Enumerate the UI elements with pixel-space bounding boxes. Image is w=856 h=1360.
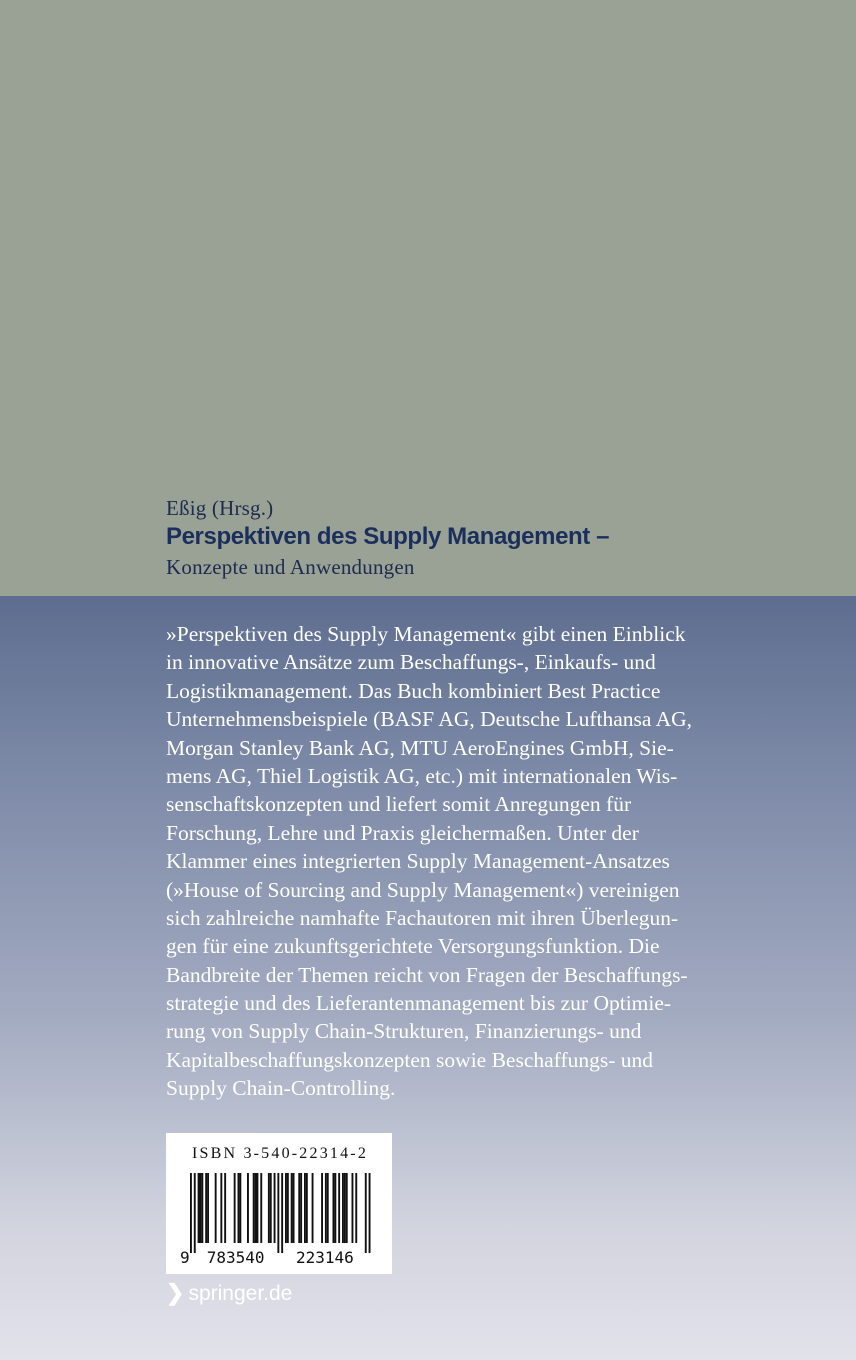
description-line: Bandbreite der Themen reicht von Fragen der Beschaffungs- [166,962,688,987]
barcode-bar [344,1173,346,1243]
barcode-bar [327,1173,329,1243]
chevron-right-icon: ❯ [166,1280,185,1305]
description-line: Kapitalbeschaffungskonzepten sowie Beschaffungs- und [166,1047,654,1072]
barcode-bar [321,1173,323,1243]
barcode-bar [260,1173,262,1243]
description-line: in innovative Ansätze zum Beschaffungs-, Einkaufs- und [166,650,656,675]
barcode-bar [342,1173,344,1243]
barcode-bar [287,1173,289,1243]
publisher-link[interactable] [166,1280,292,1306]
barcode-bar [365,1173,367,1253]
description-line: (»House of Sourcing and Supply Management«) vereinigen [166,877,680,902]
description-line: strategie und des Lieferantenmanagement bis zur Optimie- [166,991,672,1016]
barcode-bar [346,1173,348,1243]
barcode-bar [277,1173,279,1253]
top-panel [0,0,856,596]
barcode-bar [274,1173,276,1243]
barcode-bar [306,1173,308,1243]
barcode-bar [355,1173,357,1243]
barcode-bar [207,1173,209,1243]
description-line: rung von Supply Chain-Strukturen, Finanzierungs- und [166,1019,642,1044]
description-line: gen für eine zukunftsgerichtete Versorgungsfunktion. Die [166,934,660,959]
description-line: Logistikmanagement. Das Buch kombiniert Best Practice [166,678,661,703]
barcode-bar [281,1173,283,1253]
title-block [166,494,826,582]
description-line: mens AG, Thiel Logistik AG, etc.) mit internationalen Wis- [166,763,678,788]
barcode-digits: 9 [180,1248,190,1267]
book-title: Perspektiven des Supply Management – [166,523,610,550]
barcode-bar [300,1173,302,1243]
barcode-bar [200,1173,202,1243]
description-line: senschaftskonzepten und liefert somit Anregungen für [166,792,632,817]
description-line: »Perspektiven des Supply Management« gibt einen Einblick [166,622,686,646]
editor-name: Eßig (Hrsg.) [166,496,274,520]
barcode-bar [247,1173,249,1243]
barcode-bar [304,1173,306,1243]
barcode-bar [255,1173,257,1243]
barcode [176,1173,382,1269]
barcode-bar [238,1173,240,1243]
barcode-bar [215,1173,217,1243]
barcode-bar [205,1173,207,1243]
barcode-bar [190,1173,192,1253]
barcode-bar [298,1173,300,1243]
barcode-bar [338,1173,340,1243]
barcode-bar [201,1173,203,1243]
barcode-bar [312,1173,314,1243]
barcode-bar [198,1173,200,1243]
publisher-link-text: springer.de [188,1282,293,1305]
barcode-bar [220,1173,222,1243]
barcode-bar [253,1173,255,1243]
barcode-bar [268,1173,270,1243]
barcode-bar [333,1173,335,1243]
book-subtitle: Konzepte und Anwendungen [166,555,415,579]
barcode-bar [257,1173,259,1243]
description-line: Morgan Stanley Bank AG, MTU AeroEngines GmbH, Sie- [166,735,674,760]
isbn-box [166,1133,392,1274]
description-text [166,620,806,1103]
barcode-bar [194,1173,196,1253]
barcode-bar [270,1173,272,1243]
description-line: Supply Chain-Controlling. [166,1076,396,1101]
description-line: sich zahlreiche namhafte Fachautoren mit ihren Überlegun- [166,905,679,930]
barcode-bar [369,1173,371,1253]
barcode-bar [285,1173,287,1243]
barcode-bar [325,1173,327,1243]
barcode-bar [334,1173,336,1243]
barcode-bar [234,1173,236,1243]
barcode-digits: 223146 [296,1248,354,1267]
description-line: Forschung, Lehre und Praxis gleichermaßen. Unter der [166,820,639,845]
isbn-label: ISBN 3-540-22314-2 [192,1145,369,1162]
description-line: Unternehmensbeispiele (BASF AG, Deutsche Lufthansa AG, [166,707,693,732]
barcode-bar [291,1173,293,1243]
description-line: Klammer eines integrierten Supply Management-Ansatzes [166,849,670,874]
barcode-bar [224,1173,226,1243]
barcode-bar [239,1173,241,1243]
barcode-bar [293,1173,295,1243]
barcode-bar [352,1173,354,1243]
barcode-digits: 783540 [206,1248,265,1267]
